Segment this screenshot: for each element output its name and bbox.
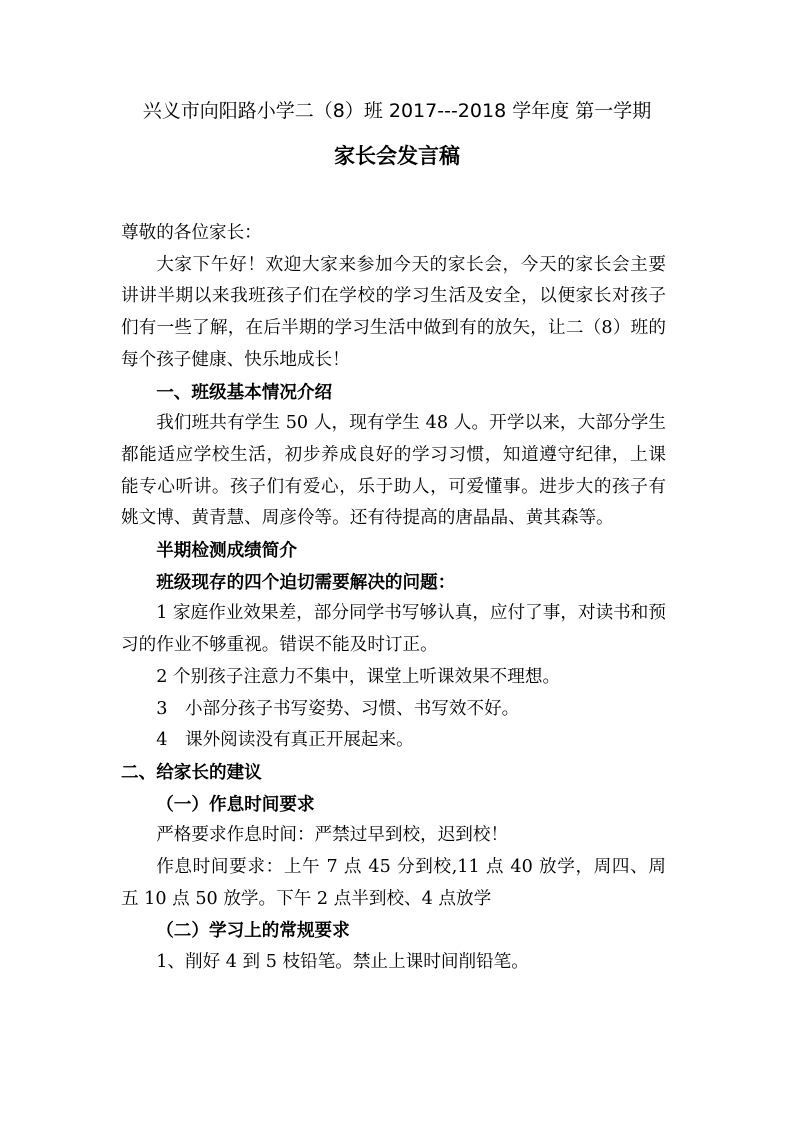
section1-paragraph: 我们班共有学生 50 人，现有学生 48 人。开学以来，大部分学生都能适应学校生活，初步养成良好的学习习惯，知道遵守纪律，上课能专心听讲。孩子们有爱心，乐于助人，可爱懂事。进步大的孩子有姚文博、黄青慧、周彦伶等。还有待提高的唐晶晶、黄其森等。: [121, 413, 666, 529]
document-title: 兴义市向阳路小学二（8）班 2017---2018 学年度 第一学期: [142, 100, 652, 122]
sub1-heading: （一）作息时间要求: [156, 793, 315, 815]
sub1-line1: 严格要求作息时间：严禁过早到校，迟到校！: [156, 825, 509, 846]
intro-paragraph: 大家下午好！欢迎大家来参加今天的家长会，今天的家长会主要讲讲半期以来我班孩子们在学校的学习生活及安全，以便家长对孩子们有一些了解，在后半期的学习生活中做到有的放矢，让二（8）班的每个孩子健康、快乐地成长！: [121, 254, 666, 370]
sub1-line2: 作息时间要求：上午 7 点 45 分到校,11 点 40 放学，周四、周五 10 点 50 放学。下午 2 点半到校、4 点放学: [121, 857, 666, 909]
section2-heading: 二、给家长的建议: [121, 761, 262, 783]
problem-item-4: 4 课外阅读没有真正开展起来。: [156, 730, 414, 751]
midterm-heading: 半期检测成绩简介: [156, 540, 297, 562]
problems-heading: 班级现存的四个迫切需要解决的问题：: [156, 571, 456, 593]
problem-item-1: 1 家庭作业效果差，部分同学书写够认真，应付了事，对读书和预习的作业不够重视。错误不能及时订正。: [121, 603, 666, 656]
sub2-heading: （二）学习上的常规要求: [156, 920, 350, 942]
problem-item-3: 3 小部分孩子书写姿势、习惯、书写效不好。: [156, 698, 520, 719]
salutation: 尊敬的各位家长：: [121, 223, 262, 243]
section1-heading: 一、班级基本情况介绍: [156, 381, 333, 403]
problem-item-2: 2 个别孩子注意力不集中，课堂上听课效果不理想。: [156, 666, 561, 687]
document-body: [121, 218, 666, 979]
document-subtitle: 家长会发言稿: [334, 144, 460, 168]
sub2-line1: 1、削好 4 到 5 枝铅笔。禁止上课时间削铅笔。: [156, 952, 529, 973]
